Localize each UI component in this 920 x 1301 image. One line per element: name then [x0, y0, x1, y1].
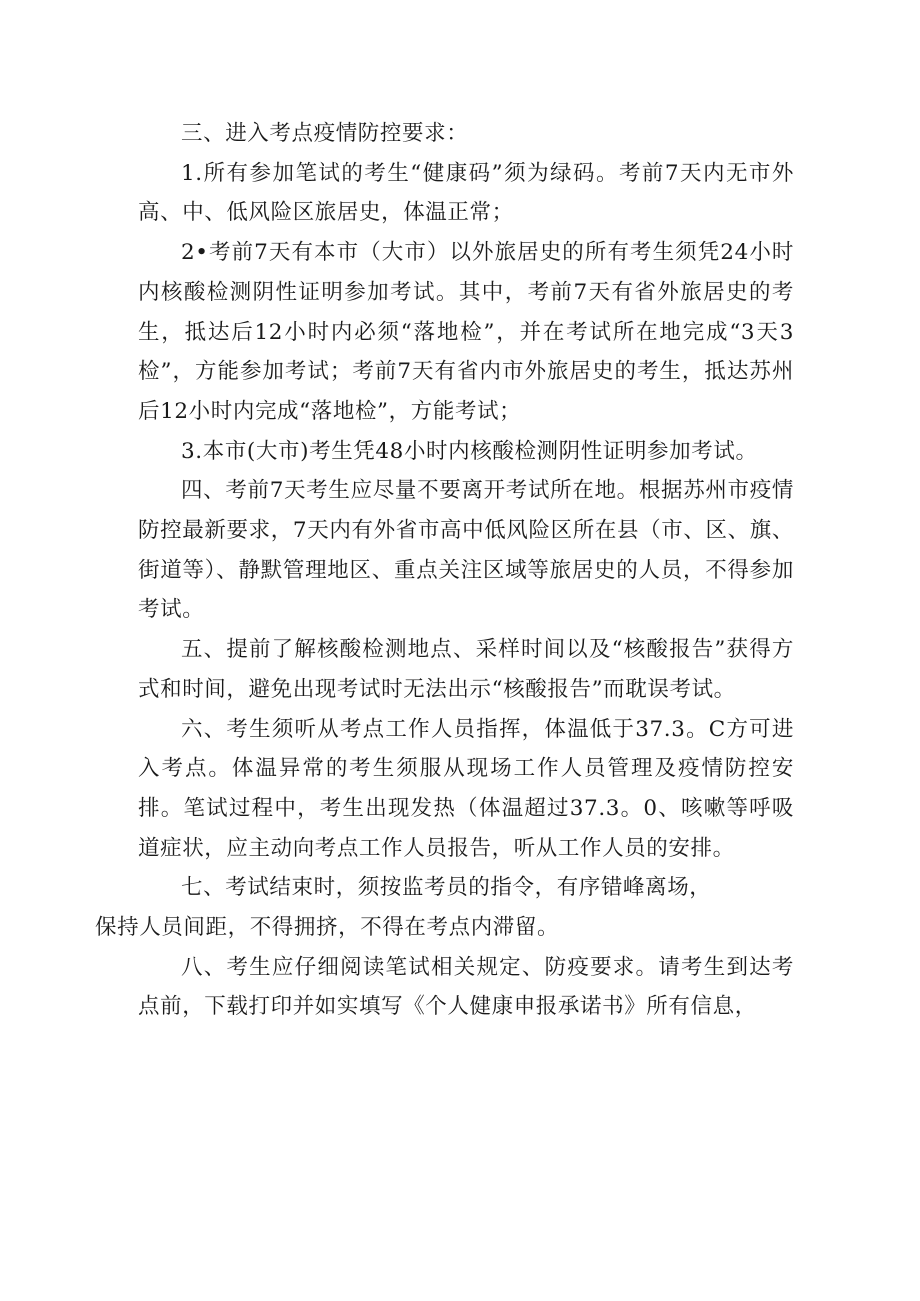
paragraph-section-8: 八、考生应仔细阅读笔试相关规定、防疫要求。请考生到达考点前，下载打印并如实填写《个人健康申报承诺书》所有信息，: [138, 954, 794, 1020]
paragraph-section-7-line-1: 七、考试结束时，须按监考员的指令，有序错峰离场，: [181, 875, 712, 901]
paragraph-section-3-heading: 三、进入考点疫情防控要求：: [181, 121, 469, 146]
paragraph-section-6: 六、考生须听从考点工作人员指挥，体温低于37.3。C方可进入考点。体温异常的考生须服从现场工作人员管理及疫情防控安排。笔试过程中，考生出现发热（体温超过37.3。0、咳嗽等呼吸道症状，应主动向考点工作人员报告，听从工作人员的安排。: [138, 716, 794, 861]
paragraph-section-4: 四、考前7天考生应尽量不要离开考试所在地。根据苏州市疫情防控最新要求，7天内有外省市高中低风险区所在县（市、区、旗、街道等）、静默管理地区、重点关注区域等旅居史的人员，不得参加考试。: [138, 478, 794, 623]
paragraph-item-2: 2•考前7天有本市（大市）以外旅居史的所有考生须凭24小时内核酸检测阴性证明参加考试。其中，考前7天有省外旅居史的考生，抵达后12小时内必须“落地检”，并在考试所在地完成“3天3检”，方能参加考试；考前7天有省内市外旅居史的考生，抵达苏州后12小时内完成“落地检”，方能考试；: [138, 240, 794, 424]
document-body: [95, 114, 794, 1027]
paragraph-item-1: 1.所有参加笔试的考生“健康码”须为绿码。考前7天内无市外高、中、低风险区旅居史，体温正常；: [138, 160, 794, 226]
paragraph-section-5: 五、提前了解核酸检测地点、采样时间以及“核酸报告”获得方式和时间，避免出现考试时无法出示“核酸报告”而耽误考试。: [138, 637, 794, 702]
paragraph-item-3: 3.本市(大市)考生凭48小时内核酸检测阴性证明参加考试。: [181, 438, 758, 464]
paragraph-section-7: [95, 868, 794, 947]
paragraph-section-7-line-2: 保持人员间距，不得拥挤，不得在考点内滞留。: [95, 915, 560, 941]
